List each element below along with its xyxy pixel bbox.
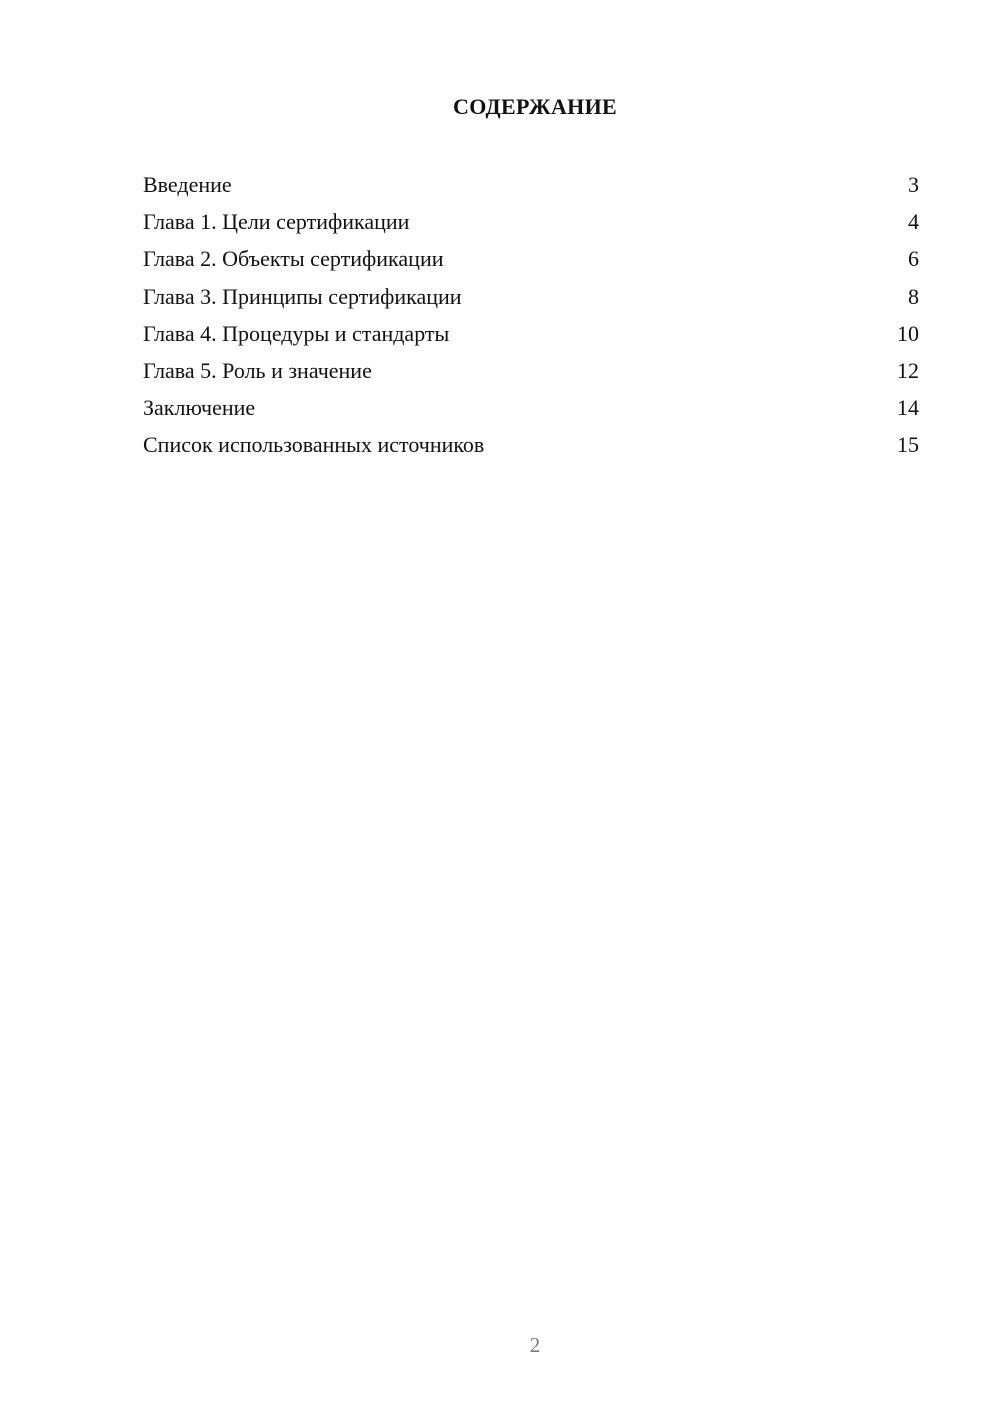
toc-entry-page: 10 <box>897 320 919 346</box>
toc-entry-label: Глава 5. Роль и значение <box>143 357 372 383</box>
toc-entry-page: 15 <box>897 432 919 458</box>
toc-entry-chapter-1 <box>143 208 919 245</box>
toc-entry-label: Глава 4. Процедуры и стандарты <box>143 320 450 346</box>
toc-entry-conclusion <box>143 394 919 431</box>
toc-entry-page: 14 <box>897 395 919 421</box>
toc-entry-label: Список использованных источников <box>143 432 485 458</box>
table-of-contents <box>143 171 919 469</box>
toc-entry-chapter-2 <box>143 245 919 282</box>
toc-entry-page: 8 <box>908 283 919 309</box>
toc-entry-chapter-3 <box>143 283 919 320</box>
toc-entry-page: 12 <box>897 357 919 383</box>
toc-entry-page: 4 <box>908 209 919 235</box>
toc-entry-page: 3 <box>908 172 919 197</box>
toc-entry-introduction <box>143 171 919 208</box>
toc-entry-chapter-4 <box>143 320 919 357</box>
toc-entry-chapter-5 <box>143 357 919 394</box>
toc-entry-label: Глава 3. Принципы сертификации <box>143 283 462 309</box>
toc-entry-page: 6 <box>908 246 919 272</box>
toc-entry-label: Заключение <box>143 395 256 421</box>
toc-entry-label: Глава 1. Цели сертификации <box>143 209 410 235</box>
toc-entry-label: Введение <box>143 172 232 197</box>
page-number: 2 <box>529 1333 541 1357</box>
toc-entry-references <box>143 431 919 468</box>
page-title: СОДЕРЖАНИЕ <box>453 94 617 119</box>
toc-entry-label: Глава 2. Объекты сертификации <box>143 246 444 272</box>
